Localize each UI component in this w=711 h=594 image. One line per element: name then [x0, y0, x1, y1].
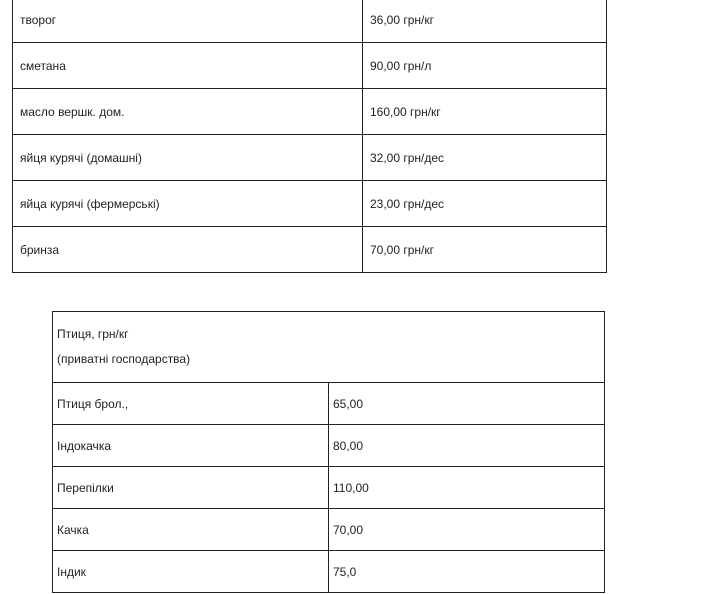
poultry-name-cell: Перепілки [53, 467, 329, 509]
table-row [53, 467, 605, 509]
poultry-price-cell: 70,00 [329, 509, 605, 551]
product-price-cell: 70,00 грн/кг [363, 227, 607, 273]
table-row [13, 0, 607, 43]
poultry-name-cell: Качка [53, 509, 329, 551]
poultry-name-cell: Індик [53, 551, 329, 593]
poultry-price-cell: 80,00 [329, 425, 605, 467]
table-row [13, 135, 607, 181]
dairy-price-table [12, 0, 607, 273]
product-price-cell: 90,00 грн/л [363, 43, 607, 89]
table-row [13, 227, 607, 273]
poultry-price-cell: 65,00 [329, 383, 605, 425]
table-row [13, 181, 607, 227]
product-name-cell: яйца курячі (фермерські) [13, 181, 363, 227]
poultry-price-cell: 110,00 [329, 467, 605, 509]
poultry-price-table [52, 311, 605, 593]
table-row [53, 551, 605, 593]
table-row [53, 383, 605, 425]
poultry-price-cell: 75,0 [329, 551, 605, 593]
poultry-header-title: Птиця, грн/кг [57, 327, 129, 341]
poultry-name-cell: Птиця брол., [53, 383, 329, 425]
table-row [13, 89, 607, 135]
poultry-table-header [53, 312, 605, 383]
table-row [53, 509, 605, 551]
product-price-cell: 23,00 грн/дес [363, 181, 607, 227]
product-price-cell: 32,00 грн/дес [363, 135, 607, 181]
table-row [53, 425, 605, 467]
product-name-cell: яйця курячі (домашні) [13, 135, 363, 181]
table-header-row [53, 312, 605, 383]
table-row [13, 43, 607, 89]
product-price-cell: 36,00 грн/кг [363, 0, 607, 43]
product-name-cell: бринза [13, 227, 363, 273]
poultry-name-cell: Індокачка [53, 425, 329, 467]
product-name-cell: творог [13, 0, 363, 43]
product-name-cell: масло вершк. дом. [13, 89, 363, 135]
poultry-header-subtitle: (приватні господарства) [57, 352, 191, 366]
product-name-cell: сметана [13, 43, 363, 89]
product-price-cell: 160,00 грн/кг [363, 89, 607, 135]
